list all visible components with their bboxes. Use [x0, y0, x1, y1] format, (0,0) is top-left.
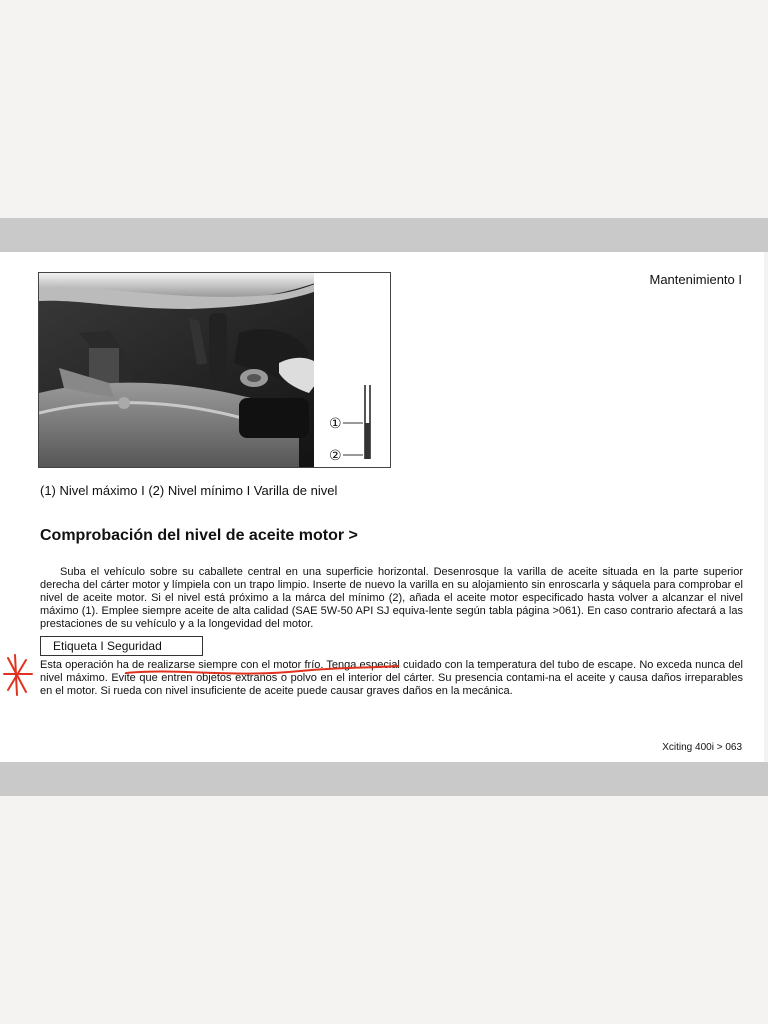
engine-photo — [38, 272, 391, 468]
warning-paragraph: Esta operación ha de realizarse siempre con el motor frío. Tenga especial cuidado con la temperatura del tubo de escape. No exceda nunca del nivel máximo. Evite que entren objetos extraños o polvo en el interior del cárter. Su presencia contami-na el aceite y causa daños irreparables en el motor. Si rueda con nivel insuficiente de aceite puede causar graves daños en la mecánica. — [40, 659, 743, 697]
safety-label-text: Etiqueta I Seguridad — [53, 639, 162, 653]
callout-min-marker: ② — [329, 448, 342, 464]
page-footer: Xciting 400i > 063 — [662, 742, 742, 753]
top-band — [0, 218, 768, 252]
callout-max-marker: ① — [329, 416, 342, 432]
section-header: Mantenimiento I — [649, 272, 742, 287]
section-title: Comprobación del nivel de aceite motor > — [40, 527, 358, 544]
instruction-paragraph: Suba el vehículo sobre su caballete central en una superficie horizontal. Desenrosque la varilla de aceite situada en la parte superior derecha del cárter motor y límpiela con un trapo limpio. Inserte de nuevo la varilla en su alojamiento sin enroscarla y sáquela para comprobar el nivel de aceite motor. Si el nivel está próximo a la márca del mínimo (2), añada el aceite motor especificado hasta volver a alcanzar el nivel máximo (1). Emplee siempre aceite de alta calidad (SAE 5W-50 API SJ equiva-lente según tabla página >061). En caso contrario afectará a las prestaciones de su vehículo y a la longevidad del motor. — [40, 566, 743, 630]
safety-label — [40, 636, 203, 656]
bottom-band — [0, 762, 768, 796]
engine-illustration — [39, 273, 391, 468]
figure-caption: (1) Nivel máximo I (2) Nivel mínimo I Varilla de nivel — [40, 483, 338, 498]
document-page — [0, 252, 764, 762]
